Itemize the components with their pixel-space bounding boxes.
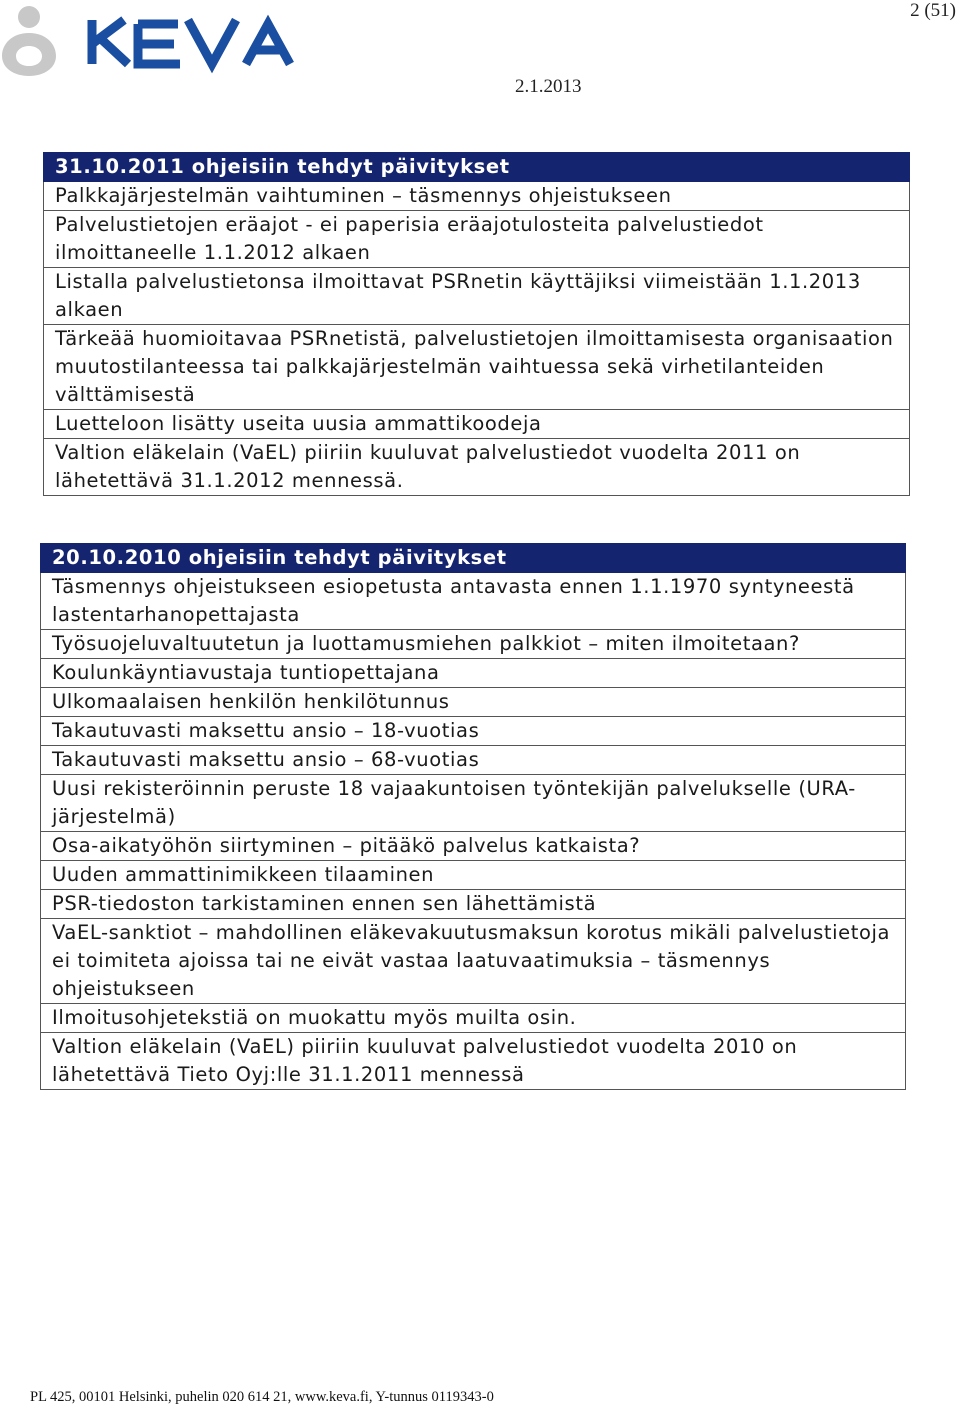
document-date: 2.1.2013 (515, 76, 582, 97)
table-row (41, 919, 906, 1004)
table-row (41, 861, 906, 890)
table-row (41, 1033, 906, 1090)
table-row (41, 688, 906, 717)
keva-logo (0, 0, 310, 80)
table-row (44, 268, 910, 325)
logo-person-mark (2, 6, 56, 76)
update-item: Tärkeää huomioitavaa PSRnetistä, palvelustietojen ilmoittamisesta organisaation muutostilanteessa tai palkkajärjestelmän vaihtuessa sekä virhetilanteiden välttämisestä (44, 325, 910, 410)
section-title: 31.10.2011 ohjeisiin tehdyt päivitykset (44, 153, 910, 182)
table-row (41, 659, 906, 688)
update-item: Ulkomaalaisen henkilön henkilötunnus (41, 688, 906, 717)
table-row (41, 832, 906, 861)
logo-wordmark (92, 20, 290, 64)
update-item: PSR-tiedoston tarkistaminen ennen sen lähettämistä (41, 890, 906, 919)
update-item: Listalla palvelustietonsa ilmoittavat PSRnetin käyttäjiksi viimeistään 1.1.2013 alkaen (44, 268, 910, 325)
table-row (44, 439, 910, 496)
update-item: VaEL-sanktiot – mahdollinen eläkevakuutusmaksun korotus mikäli palvelustietoja ei toimiteta ajoissa tai ne eivät vastaa laatuvaatimuksia – täsmennys ohjeistukseen (41, 919, 906, 1004)
update-item: Koulunkäyntiavustaja tuntiopettajana (41, 659, 906, 688)
update-item: Uuden ammattinimikkeen tilaaminen (41, 861, 906, 890)
table-row (41, 746, 906, 775)
update-item: Takautuvasti maksettu ansio – 68-vuotias (41, 746, 906, 775)
update-item: Työsuojeluvaltuutetun ja luottamusmiehen palkkiot – miten ilmoitetaan? (41, 630, 906, 659)
update-item: Takautuvasti maksettu ansio – 18-vuotias (41, 717, 906, 746)
footer-address: PL 425, 00101 Helsinki, puhelin 020 614 21, www.keva.fi, Y-tunnus 0119343-0 (30, 1389, 494, 1405)
table-row (41, 630, 906, 659)
update-item: Palvelustietojen eräajot - ei paperisia eräajotulosteita palvelustiedot ilmoittaneelle 1.1.2012 alkaen (44, 211, 910, 268)
table-row (41, 890, 906, 919)
table-row (41, 573, 906, 630)
table-row (44, 182, 910, 211)
update-table-2010 (40, 543, 906, 1090)
page-number: 2 (51) (910, 0, 956, 21)
table-row (44, 325, 910, 410)
update-item: Ilmoitusohjetekstiä on muokattu myös muilta osin. (41, 1004, 906, 1033)
update-item: Täsmennys ohjeistukseen esiopetusta antavasta ennen 1.1.1970 syntyneestä lastentarhanopettajasta (41, 573, 906, 630)
table-row (44, 410, 910, 439)
update-item: Uusi rekisteröinnin peruste 18 vajaakuntoisen työntekijän palvelukselle (URA-järjestelmä) (41, 775, 906, 832)
update-item: Osa-aikatyöhön siirtyminen – pitääkö palvelus katkaista? (41, 832, 906, 861)
update-item: Valtion eläkelain (VaEL) piiriin kuuluvat palvelustiedot vuodelta 2011 on lähetettävä 31.1.2012 mennessä. (44, 439, 910, 496)
table-row (44, 211, 910, 268)
update-item: Valtion eläkelain (VaEL) piiriin kuuluvat palvelustiedot vuodelta 2010 on lähetettävä Tieto Oyj:lle 31.1.2011 mennessä (41, 1033, 906, 1090)
update-table-2011 (43, 152, 910, 496)
update-item: Luetteloon lisätty useita uusia ammattikoodeja (44, 410, 910, 439)
section-title: 20.10.2010 ohjeisiin tehdyt päivitykset (41, 544, 906, 573)
table-row (41, 1004, 906, 1033)
update-item: Palkkajärjestelmän vaihtuminen – täsmennys ohjeistukseen (44, 182, 910, 211)
table-row (41, 717, 906, 746)
table-row (41, 775, 906, 832)
